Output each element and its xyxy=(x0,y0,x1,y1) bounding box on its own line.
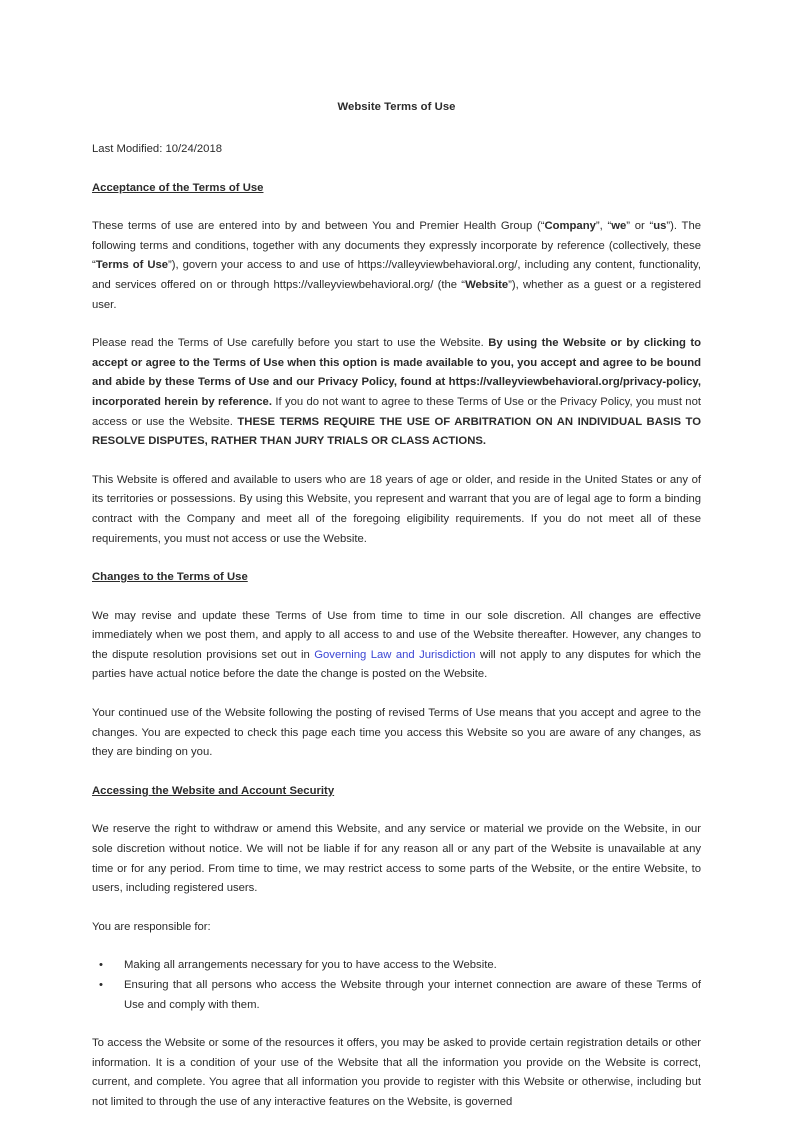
paragraph-acceptance-3: This Website is offered and available to users who are 18 years of age or older, and reside in the United States or any of its territories or possessions. By using this Website, you represent and warrant that you are of legal age to form a binding contract with the Company and meet all of the foregoing eligibility requirements. If you do not meet all of these requirements, you must not access or use the Website. xyxy=(92,473,701,545)
text-run-bold: Company xyxy=(544,220,596,233)
page-title: Website Terms of Use xyxy=(337,101,456,113)
text-run: We may revise and update these Terms of Use from time to time in our sole discretion. All changes are effective immediately when we post them, and apply to all access to and use of the Website thereafter. However, any changes to the dispute resolution provisions set out in xyxy=(92,609,701,661)
list-item-text: Ensuring that all persons who access the Website through your internet connection are aware of these Terms of Use and comply with them. xyxy=(124,979,701,1011)
paragraph-accessing-1: We reserve the right to withdraw or amend this Website, and any service or material we provide on the Website, in our sole discretion without notice. We will not be liable if for any reason all or any part of the Website is unavailable at any time or for any period. From time to time, we may restrict access to some parts of the Website, or the entire Website, to users, including registered users. xyxy=(92,823,701,895)
section-heading-acceptance: Acceptance of the Terms of Use xyxy=(92,181,264,194)
paragraph-acceptance-1 xyxy=(92,217,701,315)
responsibilities-list xyxy=(92,956,701,1015)
text-run: ”). The following terms and conditions, together with any documents they expressly incorporate by reference (collectively, these “ xyxy=(92,220,701,272)
section-heading-accessing: Accessing the Website and Account Security xyxy=(92,784,335,797)
text-run: If you do not want to agree to these Terms of Use or the Privacy Policy, you must not access or use the Website. xyxy=(92,395,701,428)
paragraph-acceptance-2 xyxy=(92,334,701,452)
last-modified-line: Last Modified: 10/24/2018 xyxy=(92,143,223,155)
text-run-bold: we xyxy=(611,220,627,233)
text-run: Please read the Terms of Use carefully before you start to use the Website. xyxy=(92,337,489,350)
bullet-icon: • xyxy=(99,959,103,972)
text-run-bold: Terms of Use xyxy=(95,259,169,272)
link-governing-law-and-jurisdiction[interactable]: Governing Law and Jurisdiction xyxy=(314,648,476,661)
document-body xyxy=(92,100,701,1132)
section-heading-changes: Changes to the Terms of Use xyxy=(92,571,248,584)
text-run: ”), govern your access to and use of https://valleyviewbehavioral.org/, including any content, functionality, and services offered on or through https://valleyviewbehavioral.org/ (the “ xyxy=(92,259,701,291)
list-item-text: Making all arrangements necessary for you to have access to the Website. xyxy=(124,959,497,972)
text-run-bold: us xyxy=(653,220,667,233)
text-run: ” or “ xyxy=(626,220,654,233)
list-item xyxy=(92,976,701,1015)
text-run: ”, “ xyxy=(595,220,612,233)
text-run-bold-caps: THESE TERMS REQUIRE THE USE OF ARBITRATION ON AN INDIVIDUAL BASIS TO RESOLVE DISPUTES, RATHER THAN JURY TRIALS OR CLASS ACTIONS. xyxy=(92,415,701,448)
paragraph-accessing-2: To access the Website or some of the resources it offers, you may be asked to provide certain registration details or other information. It is a condition of your use of the Website that all the information you provide on the Website is correct, current, and complete. You agree that all information you provide to register with this Website or otherwise, including but not limited to through the use of any interactive features on the Website, is governed xyxy=(92,1037,701,1108)
paragraph-changes-2: Your continued use of the Website following the posting of revised Terms of Use means that you accept and agree to the changes. You are expected to check this page each time you access this Website so you are aware of any changes, as they are binding on you. xyxy=(92,707,701,759)
text-run: ”), whether as a guest or a registered user. xyxy=(92,278,701,311)
bullet-icon: • xyxy=(99,979,103,991)
text-run-bold: Website xyxy=(465,278,509,291)
text-run-bold: By using the Website or by clicking to accept or agree to the Terms of Use when this option is made available to you, you accept and agree to be bound and abide by these Terms of Use and our Privacy Policy, found at https://valleyviewbehavioral.org/privacy-policy, incorporated herein by reference. xyxy=(92,337,701,408)
text-run: will not apply to any disputes for which the parties have actual notice before the date the change is posted on the Website. xyxy=(92,648,701,681)
list-item xyxy=(92,956,701,976)
paragraph-changes-1 xyxy=(92,607,701,685)
paragraph-accessing-intro: You are responsible for: xyxy=(92,920,211,933)
text-run: These terms of use are entered into by and between You and Premier Health Group (“ xyxy=(92,220,545,233)
